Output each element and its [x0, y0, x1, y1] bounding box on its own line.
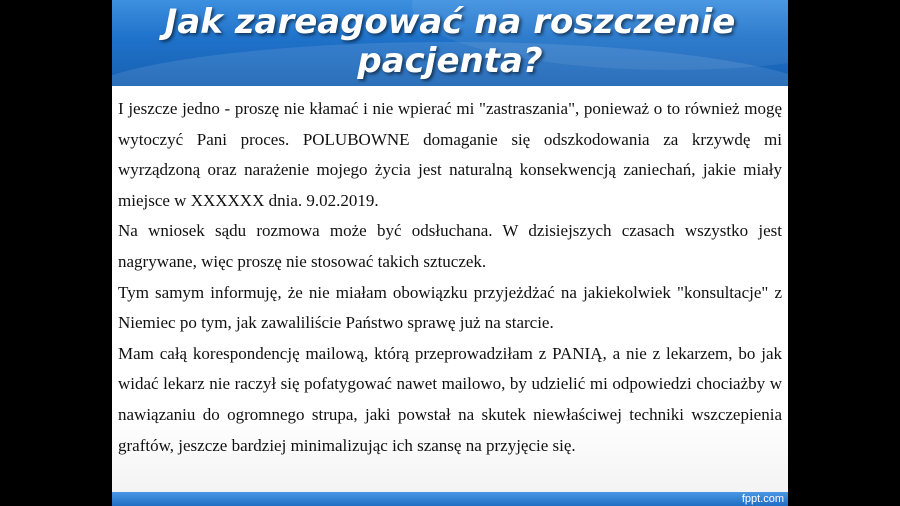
paragraph-1: I jeszcze jedno - proszę nie kłamać i nie wpierać mi "zastraszania", ponieważ o to również mogę wytoczyć Pani proces. POLUBOWNE domaganie się odszkodowania za krzywdę mi wyrządzoną oraz narażenie mojego życia jest naturalną konsekwencją zaniechań, jakie miały miejsce w XXXXXX dnia. 9.02.2019. [118, 99, 782, 210]
slide-body [118, 94, 782, 461]
paragraph-4: Mam całą korespondencję mailową, którą przeprowadziłam z PANIĄ, a nie z lekarzem, bo jak widać lekarz nie raczył się pofatygować nawet mailowo, by udzielić mi odpowiedzi chociażby w nawiązaniu do ogromnego strupa, jaki powstał na skutek niewłaściwej techniki wszczepienia graftów, jeszcze bardziej minimalizując ich szansę na przyjęcie się. [118, 343, 782, 455]
paragraph-2: Na wniosek sądu rozmowa może być odsłuchana. W dzisiejszych czasach wszystko jest nagrywane, więc proszę nie stosować takich sztuczek. [118, 221, 782, 271]
footer-brand: fppt.com [741, 493, 784, 505]
slide-title: Jak zareagować na roszczenie pacjenta? [164, 2, 736, 81]
slide [112, 0, 788, 506]
paragraph-3: Tym samym informuję, że nie miałam obowiązku przyjeżdżać na jakiekolwiek "konsultacje" z Niemiec po tym, jak zawaliliście Państwo sprawę już na starcie. [118, 282, 782, 333]
footer-bar [112, 492, 788, 506]
title-banner [112, 0, 788, 86]
